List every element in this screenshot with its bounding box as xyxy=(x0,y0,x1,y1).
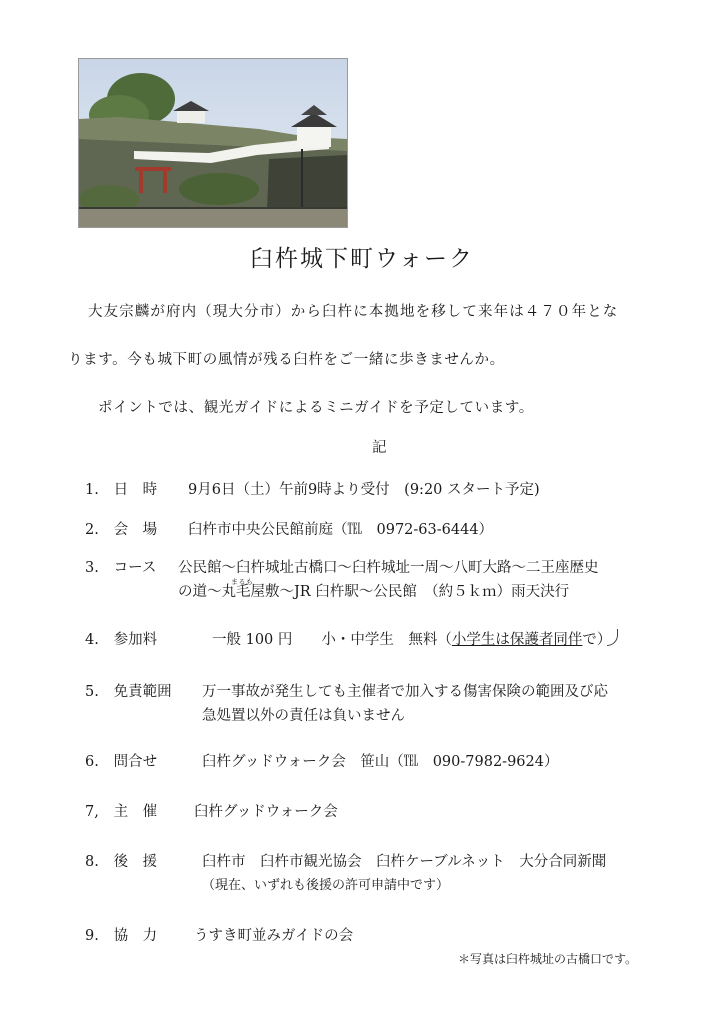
item-number: 2. xyxy=(85,522,99,538)
intro-line-3: ポイントでは、観光ガイドによるミニガイドを予定しています。 xyxy=(98,400,534,416)
photo-note: ＊写真は臼杵城址の古橋口です。 xyxy=(458,952,638,966)
item-value: 万一事故が発生しても主催者で加入する傷害保険の範囲及び応 xyxy=(202,684,608,700)
item-cooperation xyxy=(85,924,685,948)
item-label: 日 時 xyxy=(113,482,158,498)
item-label: 会 場 xyxy=(113,522,158,538)
item-organizer xyxy=(85,800,685,824)
item-value: 一般 100 円 小・中学生 無料（ xyxy=(212,632,452,648)
item-number: 5. xyxy=(85,684,99,700)
ki-heading: 記 xyxy=(372,440,387,456)
item-label: 主 催 xyxy=(113,804,158,820)
item-fee xyxy=(85,628,685,652)
page-title: 臼杵城下町ウォーク xyxy=(249,246,475,272)
item-number: 1. xyxy=(85,482,99,498)
item-sponsors xyxy=(85,850,685,893)
item-disclaimer xyxy=(85,680,685,724)
item-value: 臼杵グッドウォーク会 笹山（℡ 090-7982-9624） xyxy=(202,754,559,770)
item-label: コース xyxy=(113,560,157,576)
item-number: 7, xyxy=(85,804,99,820)
item-number: 4. xyxy=(85,632,99,648)
item-value-line-2: （現在、いずれも後援の許可申請中です） xyxy=(202,878,450,893)
item-value-line-2: の道～丸毛屋敷～JR 臼杵駅～公民館 （約５ｋｍ）雨天決行 xyxy=(178,584,570,600)
ruby-marumo: まるも xyxy=(231,578,254,586)
item-label: 参加料 xyxy=(113,632,158,648)
item-value: 臼杵グッドウォーク会 xyxy=(194,804,338,820)
intro-line-2: ります。今も城下町の風情が残る臼杵をご一緒に歩きませんか。 xyxy=(68,352,505,368)
handwritten-mark xyxy=(607,629,618,646)
item-value: 9月6日（土）午前9時より受付 (9:20 スタート予定) xyxy=(188,482,540,498)
item-value: 臼杵市中央公民館前庭（℡ 0972-63-6444） xyxy=(188,522,494,538)
item-label: 協 力 xyxy=(113,928,158,944)
item-value: 公民館～臼杵城址古橋口～臼杵城址一周～八町大路～二王座歴史 xyxy=(178,560,599,576)
item-number: 9. xyxy=(85,928,99,944)
item-datetime xyxy=(85,478,685,502)
item-value-tail: で） xyxy=(582,632,612,648)
item-value-line-2: 急処置以外の責任は負いません xyxy=(202,708,405,724)
item-value: 臼杵市 臼杵市観光協会 臼杵ケーブルネット 大分合同新聞 xyxy=(202,854,607,870)
item-venue xyxy=(85,518,685,542)
item-label: 問合せ xyxy=(113,754,158,770)
item-number: 8. xyxy=(85,854,99,870)
intro-line-1: 大友宗麟が府内（現大分市）から臼杵に本拠地を移して来年は４７０年とな xyxy=(88,304,619,320)
castle-photo-image xyxy=(79,59,347,227)
item-number: 6. xyxy=(85,754,99,770)
item-number: 3. xyxy=(85,560,99,576)
castle-photo xyxy=(78,58,348,228)
item-label: 免責範囲 xyxy=(113,684,172,700)
item-value-underlined: 小学生は保護者同伴 xyxy=(451,632,583,648)
item-contact xyxy=(85,750,685,774)
item-course xyxy=(85,556,685,600)
item-label: 後 援 xyxy=(113,854,158,870)
item-value: うすき町並みガイドの会 xyxy=(194,928,354,944)
